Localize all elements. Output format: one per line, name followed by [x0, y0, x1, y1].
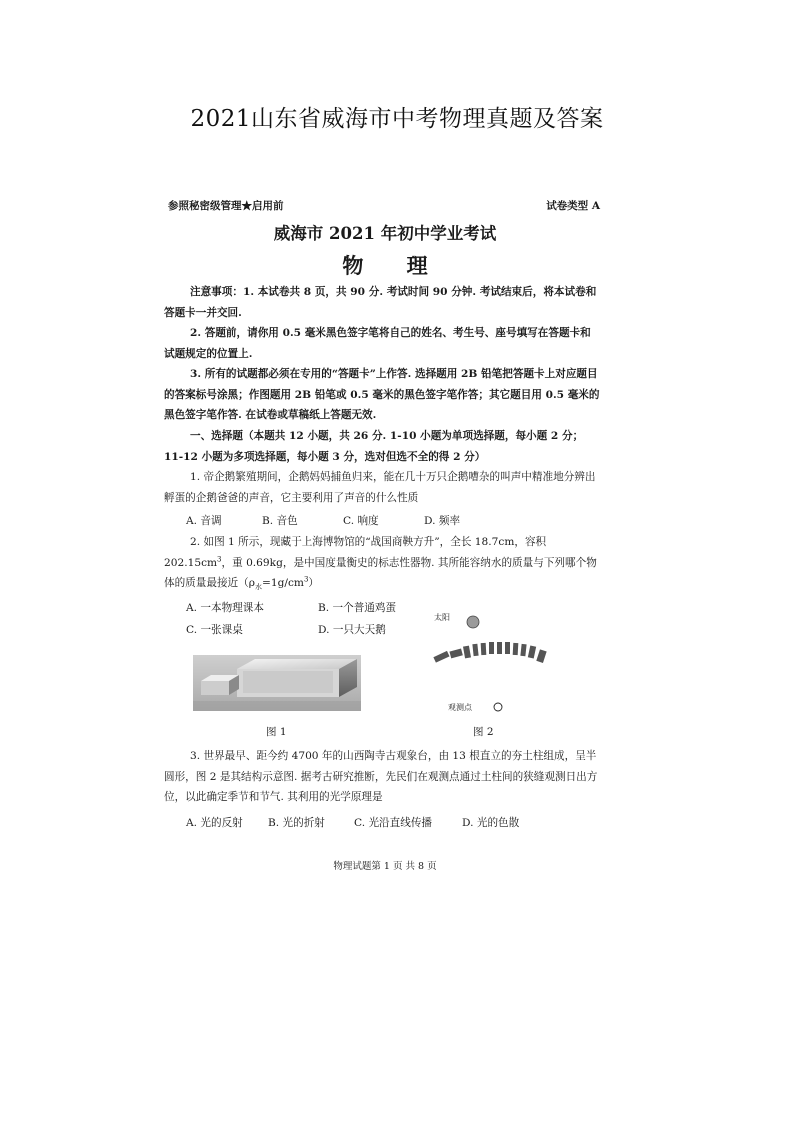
q2-option-c: C. 一张课桌 [186, 624, 243, 636]
q2-superscript-2: 3 [303, 575, 309, 584]
q2-superscript-1: 3 [217, 554, 222, 563]
observation-point-label: 观测点 [448, 703, 472, 712]
section-1-heading: 一、选择题（本题共 12 小题，共 26 分. 1-10 小题为单项选择题，每小题 2 分；11-12 小题为多项选择题，每小题 3 分，选对但选不全的得 2 分） [164, 430, 584, 463]
q2-stem-part-d: ） [308, 577, 319, 589]
q3-option-b: B. 光的折射 [268, 817, 325, 829]
q1-option-b: B. 音色 [262, 515, 298, 527]
figure-1-bronze-measure-photo [193, 655, 361, 711]
q2-option-d: D. 一只大天鹅 [318, 624, 386, 636]
q2-water-subscript: 水 [254, 583, 262, 592]
q3-option-c: C. 光沿直线传播 [354, 817, 433, 829]
question-2-stem [164, 532, 600, 594]
q1-option-d: D. 频率 [424, 515, 461, 527]
q1-option-c: C. 响度 [343, 515, 379, 527]
q3-option-d: D. 光的色散 [462, 817, 520, 829]
q1-option-a: A. 音调 [186, 515, 222, 527]
note-3: 3. 所有的试题都必须在专用的“答题卡”上作答. 选择题用 2B 铅笔把答题卡上对应题目的答案标号涂黑；作图题用 2B 铅笔或 0.5 毫米的黑色签字笔作答；其它题目用 0.5 毫米的黑色签字笔作答. 在试卷或草稿纸上答题无效. [164, 368, 600, 421]
page-footer: 物理试题第 1 页 共 8 页 [333, 861, 437, 872]
q3-option-a: A. 光的反射 [186, 817, 243, 829]
earth-pillars-arc [433, 642, 546, 663]
paper-type-label: 试卷类型 A [546, 200, 600, 212]
q2-stem-part-a: 2. 如图 1 所示，现藏于上海博物馆的“战国商鞅方升”，全长 18.7cm，容积 202.15cm [164, 536, 547, 569]
note-1: 注意事项：1. 本试卷共 8 页，共 90 分. 考试时间 90 分钟. 考试结束后，将本试卷和答题卡一并交回. [164, 286, 597, 319]
exam-title: 威海市 2021 年初中学业考试 [273, 224, 497, 243]
figure-1-label: 图 1 [266, 726, 287, 738]
subject-title: 物 理 [342, 253, 446, 278]
question-3-stem: 3. 世界最早、距今约 4700 年的山西陶寺古观象台，由 13 根直立的夯土柱组成，呈半圆形，图 2 是其结构示意图. 据考古研究推断，先民们在观测点通过土柱间的狭缝观测日出方位，以此确定季节和节气. 其利用的光学原理是 [164, 750, 598, 803]
figure-2-label: 图 2 [473, 726, 494, 738]
sun-icon [467, 616, 479, 628]
q2-option-b: B. 一个普通鸡蛋 [318, 602, 397, 614]
sun-label: 太阳 [434, 613, 450, 622]
exam-page-scan [160, 190, 610, 880]
q2-option-a: A. 一本物理课本 [186, 602, 264, 614]
note-2: 2. 答题前，请你用 0.5 毫米黑色签字笔将自己的姓名、考生号、座号填写在答题卡和试题规定的位置上. [164, 327, 591, 360]
figure-2-observatory-diagram [428, 608, 558, 720]
question-1-stem: 1. 帝企鹅繁殖期间，企鹅妈妈捕鱼归来，能在几十万只企鹅嘈杂的叫声中精准地分辨出孵蛋的企鹅爸爸的声音，它主要利用了声音的什么性质 [164, 471, 596, 504]
q2-stem-part-c: =1g/cm [261, 577, 304, 589]
document-title: 2021山东省威海市中考物理真题及答案 [190, 106, 604, 132]
confidential-label: 参照秘密级管理★启用前 [168, 200, 284, 212]
observation-point-icon [494, 703, 502, 711]
q2-stem-part-b: ，重 0.69kg，是中国度量衡史的标志性器物. 其所能容纳水的质量与下列哪个物体的质量最接近（ρ [164, 556, 597, 589]
